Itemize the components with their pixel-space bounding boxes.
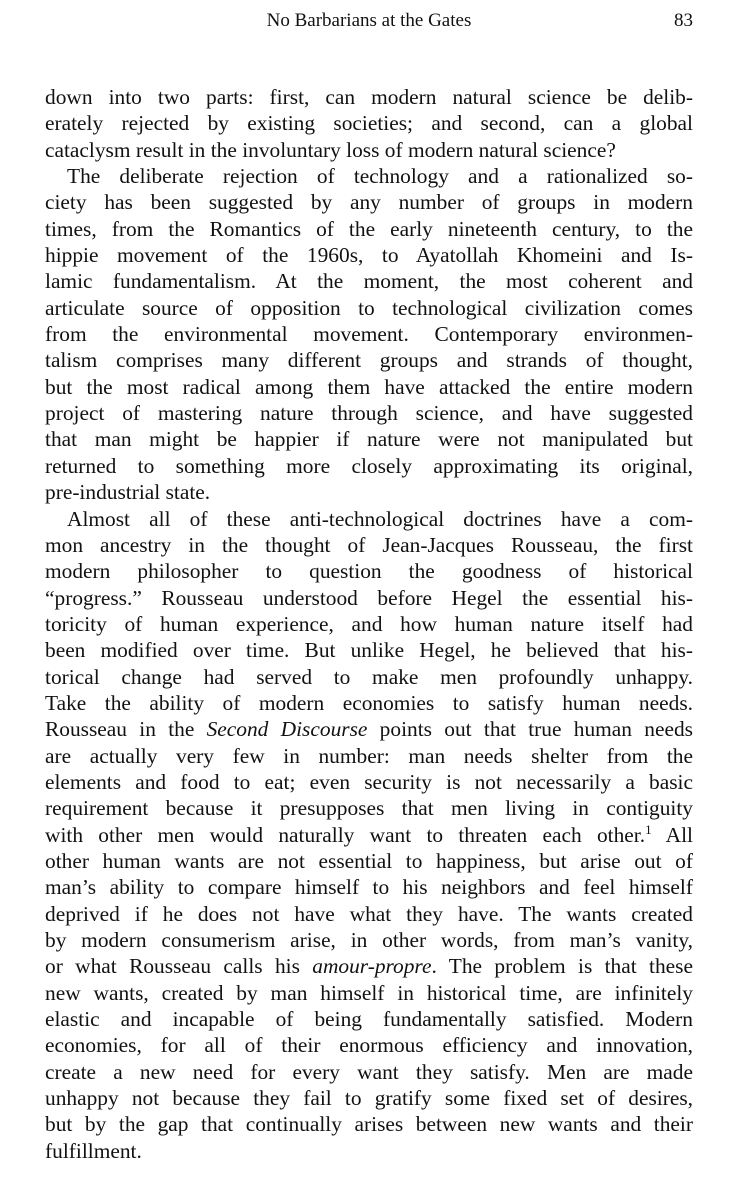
text-line: mon ancestry in the thought of Jean-Jacques Rousseau, the first: [45, 532, 693, 557]
paragraph-1: [45, 84, 693, 163]
text-line: elastic and incapable of being fundamentally satisfied. Modern: [45, 1007, 693, 1032]
text-line: create a new need for every want they satisfy. Men are made: [45, 1059, 693, 1084]
text-line: torical change had served to make men profoundly unhappy.: [45, 664, 693, 689]
text-line: lamic fundamentalism. At the moment, the most coherent and: [45, 269, 693, 294]
text-line: The deliberate rejection of technology and a rationalized so-: [67, 164, 693, 189]
text-line: Take the ability of modern economies to satisfy human needs.: [45, 690, 693, 715]
text-line: articulate source of opposition to technological civilization comes: [45, 295, 693, 320]
text-line: talism comprises many different groups and strands of thought,: [45, 348, 693, 373]
text-line: erately rejected by existing societies; and second, can a global: [45, 111, 693, 136]
text-line: [45, 716, 693, 742]
text-line: [45, 953, 693, 979]
text-line: “progress.” Rousseau understood before Hegel the essential his-: [45, 585, 693, 610]
text-line: [45, 822, 693, 848]
text-line: modern philosopher to question the goodness of historical: [45, 559, 693, 584]
text-line: pre-industrial state.: [45, 480, 211, 505]
text-run: All: [651, 822, 693, 847]
text-line: returned to something more closely approximating its original,: [45, 453, 693, 478]
book-page: [45, 0, 693, 38]
text-line: by modern consumerism arise, in other words, from man’s vanity,: [45, 928, 693, 952]
text-run: Rousseau in the: [45, 717, 207, 742]
text-run: with other men would naturally want to threaten each other.: [45, 822, 646, 847]
text-line: new wants, created by man himself in historical time, are infinitely: [45, 980, 693, 1005]
text-line: project of mastering nature through science, and have suggested: [45, 401, 693, 426]
text-line: cataclysm result in the involuntary loss of modern natural science?: [45, 137, 616, 162]
text-line: Almost all of these anti-technological doctrines have a com-: [67, 506, 693, 531]
text-line: hippie movement of the 1960s, to Ayatollah Khomeini and Is-: [45, 243, 693, 268]
text-line: from the environmental movement. Contemporary environmen-: [45, 322, 693, 347]
text-line: but the most radical among them have attacked the entire modern: [45, 374, 693, 399]
text-line: toricity of human experience, and how human nature itself had: [45, 611, 693, 636]
text-line: man’s ability to compare himself to his neighbors and feel himself: [45, 875, 693, 900]
book-title: Second Discourse: [206, 717, 368, 742]
text-line: other human wants are not essential to happiness, but arise out of: [45, 848, 693, 873]
running-header: [45, 0, 693, 38]
text-line: are actually very few in number: man needs shelter from the: [45, 743, 693, 768]
text-line: unhappy not because they fail to gratify some fixed set of desires,: [45, 1086, 693, 1111]
text-line: times, from the Romantics of the early nineteenth century, to the: [45, 216, 693, 241]
italic-term: amour-propre: [312, 954, 432, 979]
footnote-marker: 1: [645, 821, 652, 837]
paragraph-2: [45, 163, 693, 505]
text-line: economies, for all of their enormous efficiency and innovation,: [45, 1033, 693, 1058]
text-run: . The problem is that these: [431, 954, 693, 979]
text-run: or what Rousseau calls his: [45, 954, 313, 979]
text-line: been modified over time. But unlike Hegel, he believed that his-: [45, 638, 693, 663]
text-line: that man might be happier if nature were not manipulated but: [45, 427, 693, 452]
text-line: fulfillment.: [45, 1138, 142, 1163]
page-number: 83: [674, 10, 693, 31]
text-line: down into two parts: first, can modern natural science be delib-: [45, 85, 693, 109]
paragraph-3: [45, 506, 693, 1165]
body-text: [45, 84, 693, 1164]
text-line: deprived if he does not have what they have. The wants created: [45, 901, 693, 926]
text-line: requirement because it presupposes that men living in contiguity: [45, 796, 693, 821]
running-title: No Barbarians at the Gates: [266, 10, 472, 31]
text-line: ciety has been suggested by any number of groups in modern: [45, 190, 693, 215]
text-run: points out that true human needs: [367, 717, 693, 742]
text-line: elements and food to eat; even security is not necessarily a basic: [45, 769, 693, 794]
text-line: but by the gap that continually arises between new wants and their: [45, 1112, 693, 1137]
